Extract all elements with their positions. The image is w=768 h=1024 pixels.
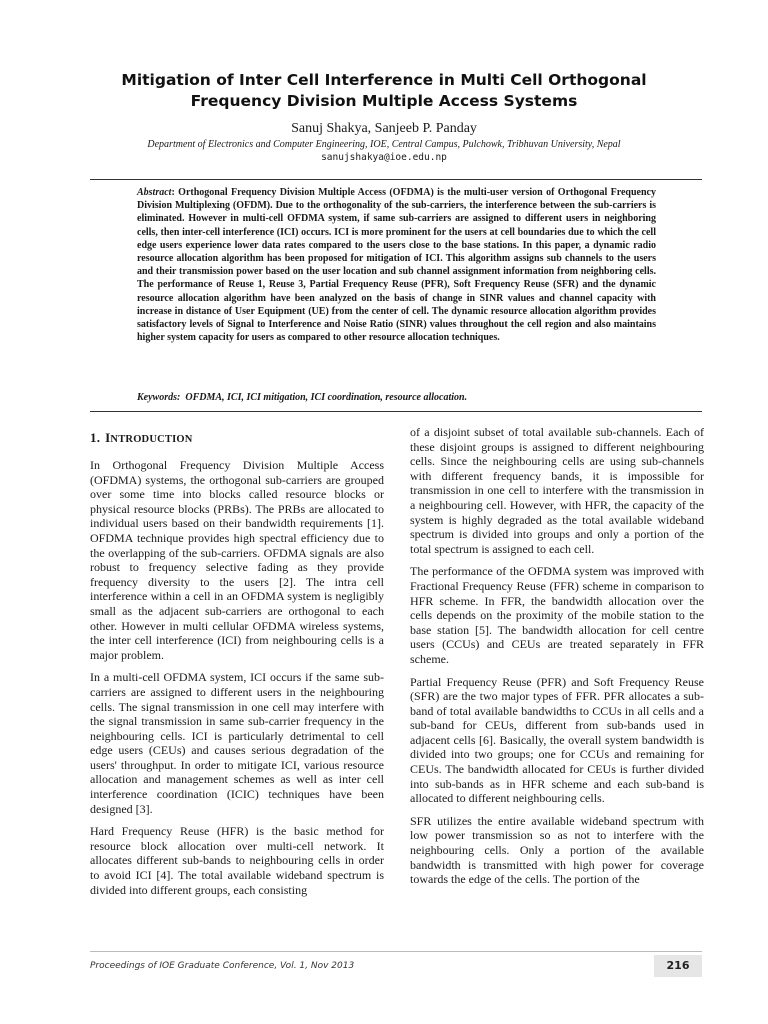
section-title-initial: I — [105, 430, 111, 445]
section-title-rest: NTRODUCTION — [110, 434, 193, 445]
paragraph: In Orthogonal Frequency Division Multiple Access (OFDMA) systems, the orthogonal sub-carriers are grouped over some time into blocks called resource blocks or physical resource blocks (PRBs). The PRBs are allocated to individual users based on their bandwidth requirements [1]. OFDMA technique provides high spectral efficiency due to the overlapping of the sub-carriers. OFDMA signals are also robust to frequency selective fading as they provide frequency diversity to the users [2]. The intra cell interference within a cell in an OFDMA system is negligibly small as the adjacent sub-carriers are orthogonal to each other. However in multi cellular OFDMA wireless systems, the inter cell interference (ICI) from neighbouring cells is a major problem. — [90, 458, 384, 662]
abstract-bottom-divider — [90, 411, 702, 412]
keywords — [137, 391, 656, 404]
affiliation: Department of Electronics and Computer Engineering, IOE, Central Campus, Pulchowk, Tribhuvan University, Nepal — [147, 139, 621, 150]
paragraph: Partial Frequency Reuse (PFR) and Soft Frequency Reuse (SFR) are the two major types of FFR. PFR allocates a sub-band of total available bandwidths to CCUs in all cells and a sub-band for CEUs, different from sub-bands used in adjacent cells [6]. Basically, the overall system bandwidth is divided into two groups; one for CCUs and remaining for CEUs. The bandwidth allocated for CEUs is further divided into sub-bands as in HFR scheme and each sub-band is allocated to different neighbouring cells. — [410, 674, 704, 806]
paragraph: Hard Frequency Reuse (HFR) is the basic method for resource block allocation over multi-cell network. It allocates different sub-bands to neighbouring cells in order to avoid ICI [4]. The total available wideband spectrum is divided into different groups, each consisting — [90, 824, 384, 897]
abstract-colon: : — [171, 187, 179, 198]
abstract-top-divider — [90, 179, 702, 180]
page-number: 216 — [654, 955, 702, 977]
section-number: 1. — [90, 430, 101, 445]
abstract-text: Orthogonal Frequency Division Multiple Access (OFDMA) is the multi-user version of Orthogonal Frequency Division Multiplexing (OFDM). Due to the orthogonality of the sub-carriers, the interference between the sub-carriers is eliminated. However in multi-cell OFDMA system, if same sub-carriers are assigned to different users in neighboring cells, then inter-cell interference (ICI) occurs. ICI is more prominent for the users at cell boundaries due to which the cell edge users experience lower data rates compared to the users close to the base stations. In this paper, a dynamic radio resource allocation algorithm has been proposed for mitigation of ICI. This algorithm assigns sub channels to the users and their transmission power based on the user location and sub channel assignment information from neighboring cells. The performance of Reuse 1, Reuse 3, Partial Frequency Reuse (PFR), Soft Frequency Reuse (SFR) and the dynamic resource allocation algorithm have been analyzed on the basis of change in SINR values and channel capacity with increase in distance of User Equipment (UE) from the center of cell. The dynamic resource allocation algorithm provides satisfactory levels of Signal to Interference and Noise Ratio (SINR) values throughout the cell region and also maintains higher system capacity for users as compared to other resource allocation techniques. — [137, 187, 656, 344]
keywords-text: OFDMA, ICI, ICI mitigation, ICI coordination, resource allocation. — [185, 392, 468, 403]
paragraph: The performance of the OFDMA system was improved with Fractional Frequency Reuse (FFR) scheme in comparison to HFR scheme. In FFR, the bandwidth allocation over the cells depends on the proximity of the mobile station to the base station [5]. The bandwidth allocation for cell centre users (CCUs) and CEUs are treated separately in FFR scheme. — [410, 564, 704, 666]
paragraph: In a multi-cell OFDMA system, ICI occurs if the same sub-carriers are assigned to different users in the neighbouring cells. The signal transmission in one cell may interfere with the signal transmission in same sub-carrier frequency in the neighbouring cells. ICI is particularly detrimental to cell edge users (CEUs) and causes serious degradation of the users' throughput. In order to mitigate ICI, various resource allocation and management schemes as well as inter cell interference coordination (ICIC) techniques have been designed [3]. — [90, 670, 384, 816]
paragraph: of a disjoint subset of total available sub-channels. Each of these disjoint groups is assigned to different neighbouring cells. Since the neighbouring cells are using sub-channels with different frequency bands, it is impossible for transmission in one cell to interfere with the transmission in a neighbouring cell. However, with HFR, the capacity of the system is highly degraded as the total available wideband spectrum is divided into groups and only a portion of the total spectrum is assigned to each cell. — [410, 425, 704, 556]
right-column — [410, 425, 704, 895]
authors: Sanuj Shakya, Sanjeeb P. Panday — [291, 121, 477, 136]
footer-proceedings: Proceedings of IOE Graduate Conference, Vol. 1, Nov 2013 — [90, 961, 355, 971]
keywords-label: Keywords: — [137, 392, 181, 403]
abstract-label: Abstract — [137, 187, 172, 198]
paper-title — [90, 70, 678, 112]
abstract — [137, 186, 656, 344]
title-line-1: Mitigation of Inter Cell Interference in Multi Cell Orthogonal — [121, 71, 647, 89]
section-heading-introduction — [90, 430, 384, 448]
title-line-2: Frequency Division Multiple Access Systems — [190, 92, 578, 110]
left-column — [90, 430, 384, 905]
email-link[interactable]: sanujshakya@ioe.edu.np — [321, 152, 447, 163]
footer-divider — [90, 951, 702, 952]
paragraph: SFR utilizes the entire available wideband spectrum with low power transmission so as not to interfere with the neighbouring cells. Only a portion of the available bandwidth is transmitted with high power for coverage towards the edge of the cells. The portion of the — [410, 813, 704, 887]
